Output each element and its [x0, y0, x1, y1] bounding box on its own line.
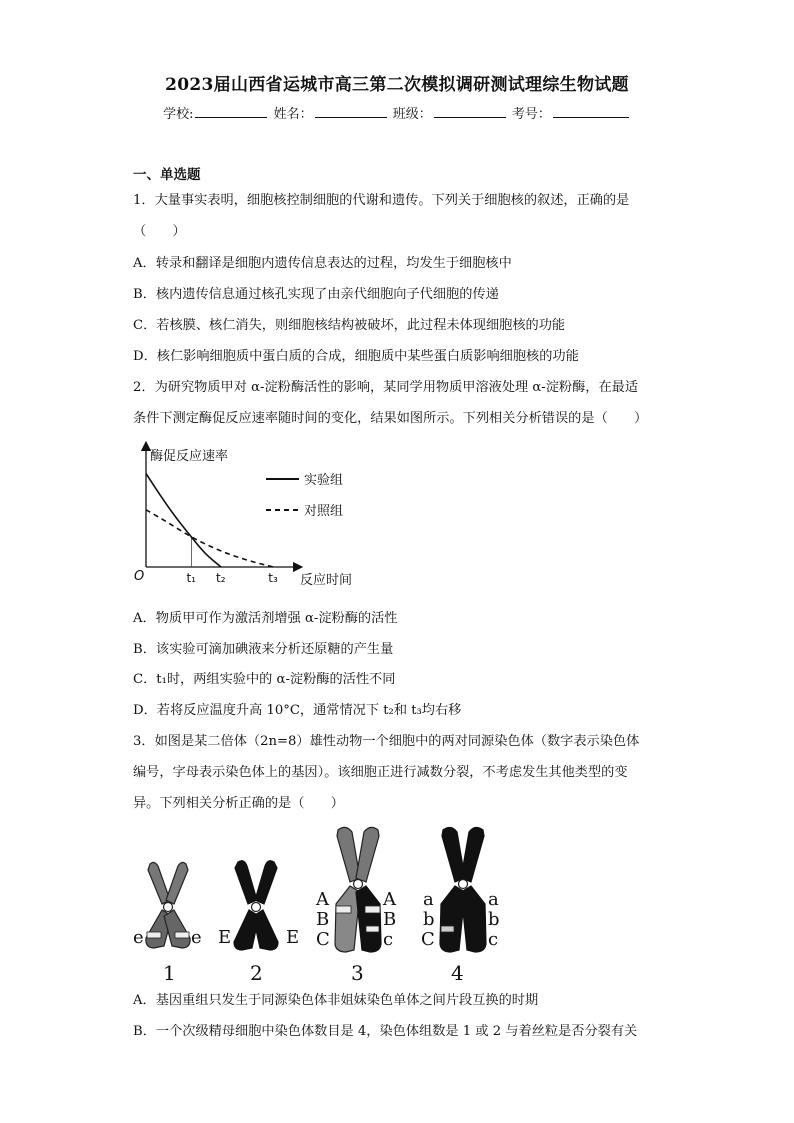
chromosome-3-left-gene-2: B: [316, 909, 330, 930]
q1-option-b: B．核内遗传信息通过核孔实现了由亲代细胞向子代细胞的传递: [133, 287, 499, 302]
chromosome-1-left-gene-1: e: [133, 927, 144, 948]
q1-stem-line2: （ ）: [133, 224, 186, 239]
chromosome-3-left-gene-3: C: [316, 929, 330, 950]
q1-option-c: C．若核膜、核仁消失，则细胞核结构被破坏，此过程未体现细胞核的功能: [133, 318, 566, 333]
chromosome-2-left-gene-1: E: [218, 927, 232, 948]
series-layer: [146, 474, 273, 568]
enzyme-rate-chart: [128, 440, 368, 590]
q2-option-b: B．该实验可滴加碘液来分析还原糖的产生量: [133, 642, 394, 657]
chromosome-1: [133, 862, 202, 985]
x-tick-layer: [186, 537, 278, 585]
legend-label-control: 对照组: [304, 504, 344, 519]
section-title: 一、单选题: [133, 167, 201, 183]
class-blank[interactable]: [434, 105, 506, 118]
origin-label: O: [134, 569, 145, 584]
x-axis-label: 反应时间: [300, 573, 353, 588]
x-tick-label-1: t₁: [186, 571, 196, 585]
name-blank[interactable]: [315, 105, 387, 118]
q3-option-a: A．基因重组只发生于同源染色体非姐妹染色单体之间片段互换的时期: [133, 993, 539, 1008]
q2-option-c: C．t₁时，两组实验中的 α-淀粉酶的活性不同: [133, 672, 396, 687]
examno-blank[interactable]: [553, 105, 629, 118]
exam-title: 2023届山西省运城市高三第二次模拟调研测试理综生物试题: [165, 75, 629, 95]
q3-stem-line2: 编号，字母表示染色体上的基因）。该细胞正进行减数分裂，不考虑发生其他类型的变: [133, 765, 628, 780]
q2-option-d: D．若将反应温度升高 10°C，通常情况下 t₂和 t₃均右移: [133, 703, 462, 718]
chromosome-4-left-gene-1: a: [423, 889, 434, 910]
class-label: 班级：: [392, 107, 432, 122]
series-line-experimental: [146, 474, 221, 568]
chromosome-4: [421, 827, 500, 985]
q2-stem-line2: 条件下测定酶促反应速率随时间的变化，结果如图所示。下列相关分析错误的是（ ）: [133, 411, 648, 426]
chromosome-4-left-gene-3: C: [421, 929, 435, 950]
y-axis-label: 酶促反应速率: [150, 449, 229, 464]
chromosome-4-left-gene-2: b: [423, 909, 435, 930]
q3-option-b: B．一个次级精母细胞中染色体数目是 4，染色体组数是 1 或 2 与着丝粒是否分裂有关: [133, 1024, 638, 1039]
chromosome-3-right-gene-2: B: [383, 909, 397, 930]
chromosome-2-right-gene-1: E: [286, 927, 300, 948]
chromosome-4-right-gene-3: c: [488, 929, 499, 950]
q1-option-a: A．转录和翻译是细胞内遗传信息表达的过程，均发生于细胞核中: [133, 256, 512, 271]
q2-stem-line1: 2．为研究物质甲对 α-淀粉酶活性的影响，某同学用物质甲溶液处理 α-淀粉酶，在最适: [133, 380, 639, 395]
examno-label: 考号：: [511, 107, 551, 122]
x-tick-label-3: t₃: [268, 571, 278, 585]
chromosome-3: [315, 827, 397, 985]
chromosome-1-number: 1: [163, 961, 176, 985]
chromosome-3-left-gene-1: A: [316, 889, 329, 910]
school-blank[interactable]: [195, 105, 267, 118]
chromosome-2: [218, 861, 299, 985]
chart-legend: [266, 473, 343, 519]
student-info-line: [0, 103, 794, 122]
chromosome-4-right-gene-1: a: [488, 889, 499, 910]
q1-stem-line1: 1．大量事实表明，细胞核控制细胞的代谢和遗传。下列关于细胞核的叙述，正确的是: [133, 193, 630, 208]
name-label: 姓名：: [273, 107, 313, 122]
chromosome-figure: [128, 822, 508, 987]
legend-label-experimental: 实验组: [304, 473, 344, 488]
q2-option-a: A．物质甲可作为激活剂增强 α-淀粉酶的活性: [133, 611, 398, 626]
chromosome-1-right-gene-1: e: [191, 927, 202, 948]
chromosome-3-right-gene-1: A: [383, 889, 396, 910]
chromosome-2-number: 2: [250, 961, 263, 985]
school-label: 学校:: [163, 107, 194, 122]
chromosome-4-number: 4: [451, 961, 464, 985]
q3-stem-line3: 异。下列相关分析正确的是（ ）: [133, 796, 344, 811]
chromosome-3-right-gene-3: c: [383, 929, 394, 950]
chromosome-3-number: 3: [351, 961, 364, 985]
q1-option-d: D．核仁影响细胞质中蛋白质的合成，细胞质中某些蛋白质影响细胞核的功能: [133, 349, 579, 364]
q3-stem-line1: 3．如图是某二倍体（2n=8）雄性动物一个细胞中的两对同源染色体（数字表示染色体: [133, 734, 640, 749]
x-tick-label-2: t₂: [216, 571, 226, 585]
chromosome-4-right-gene-2: b: [488, 909, 500, 930]
